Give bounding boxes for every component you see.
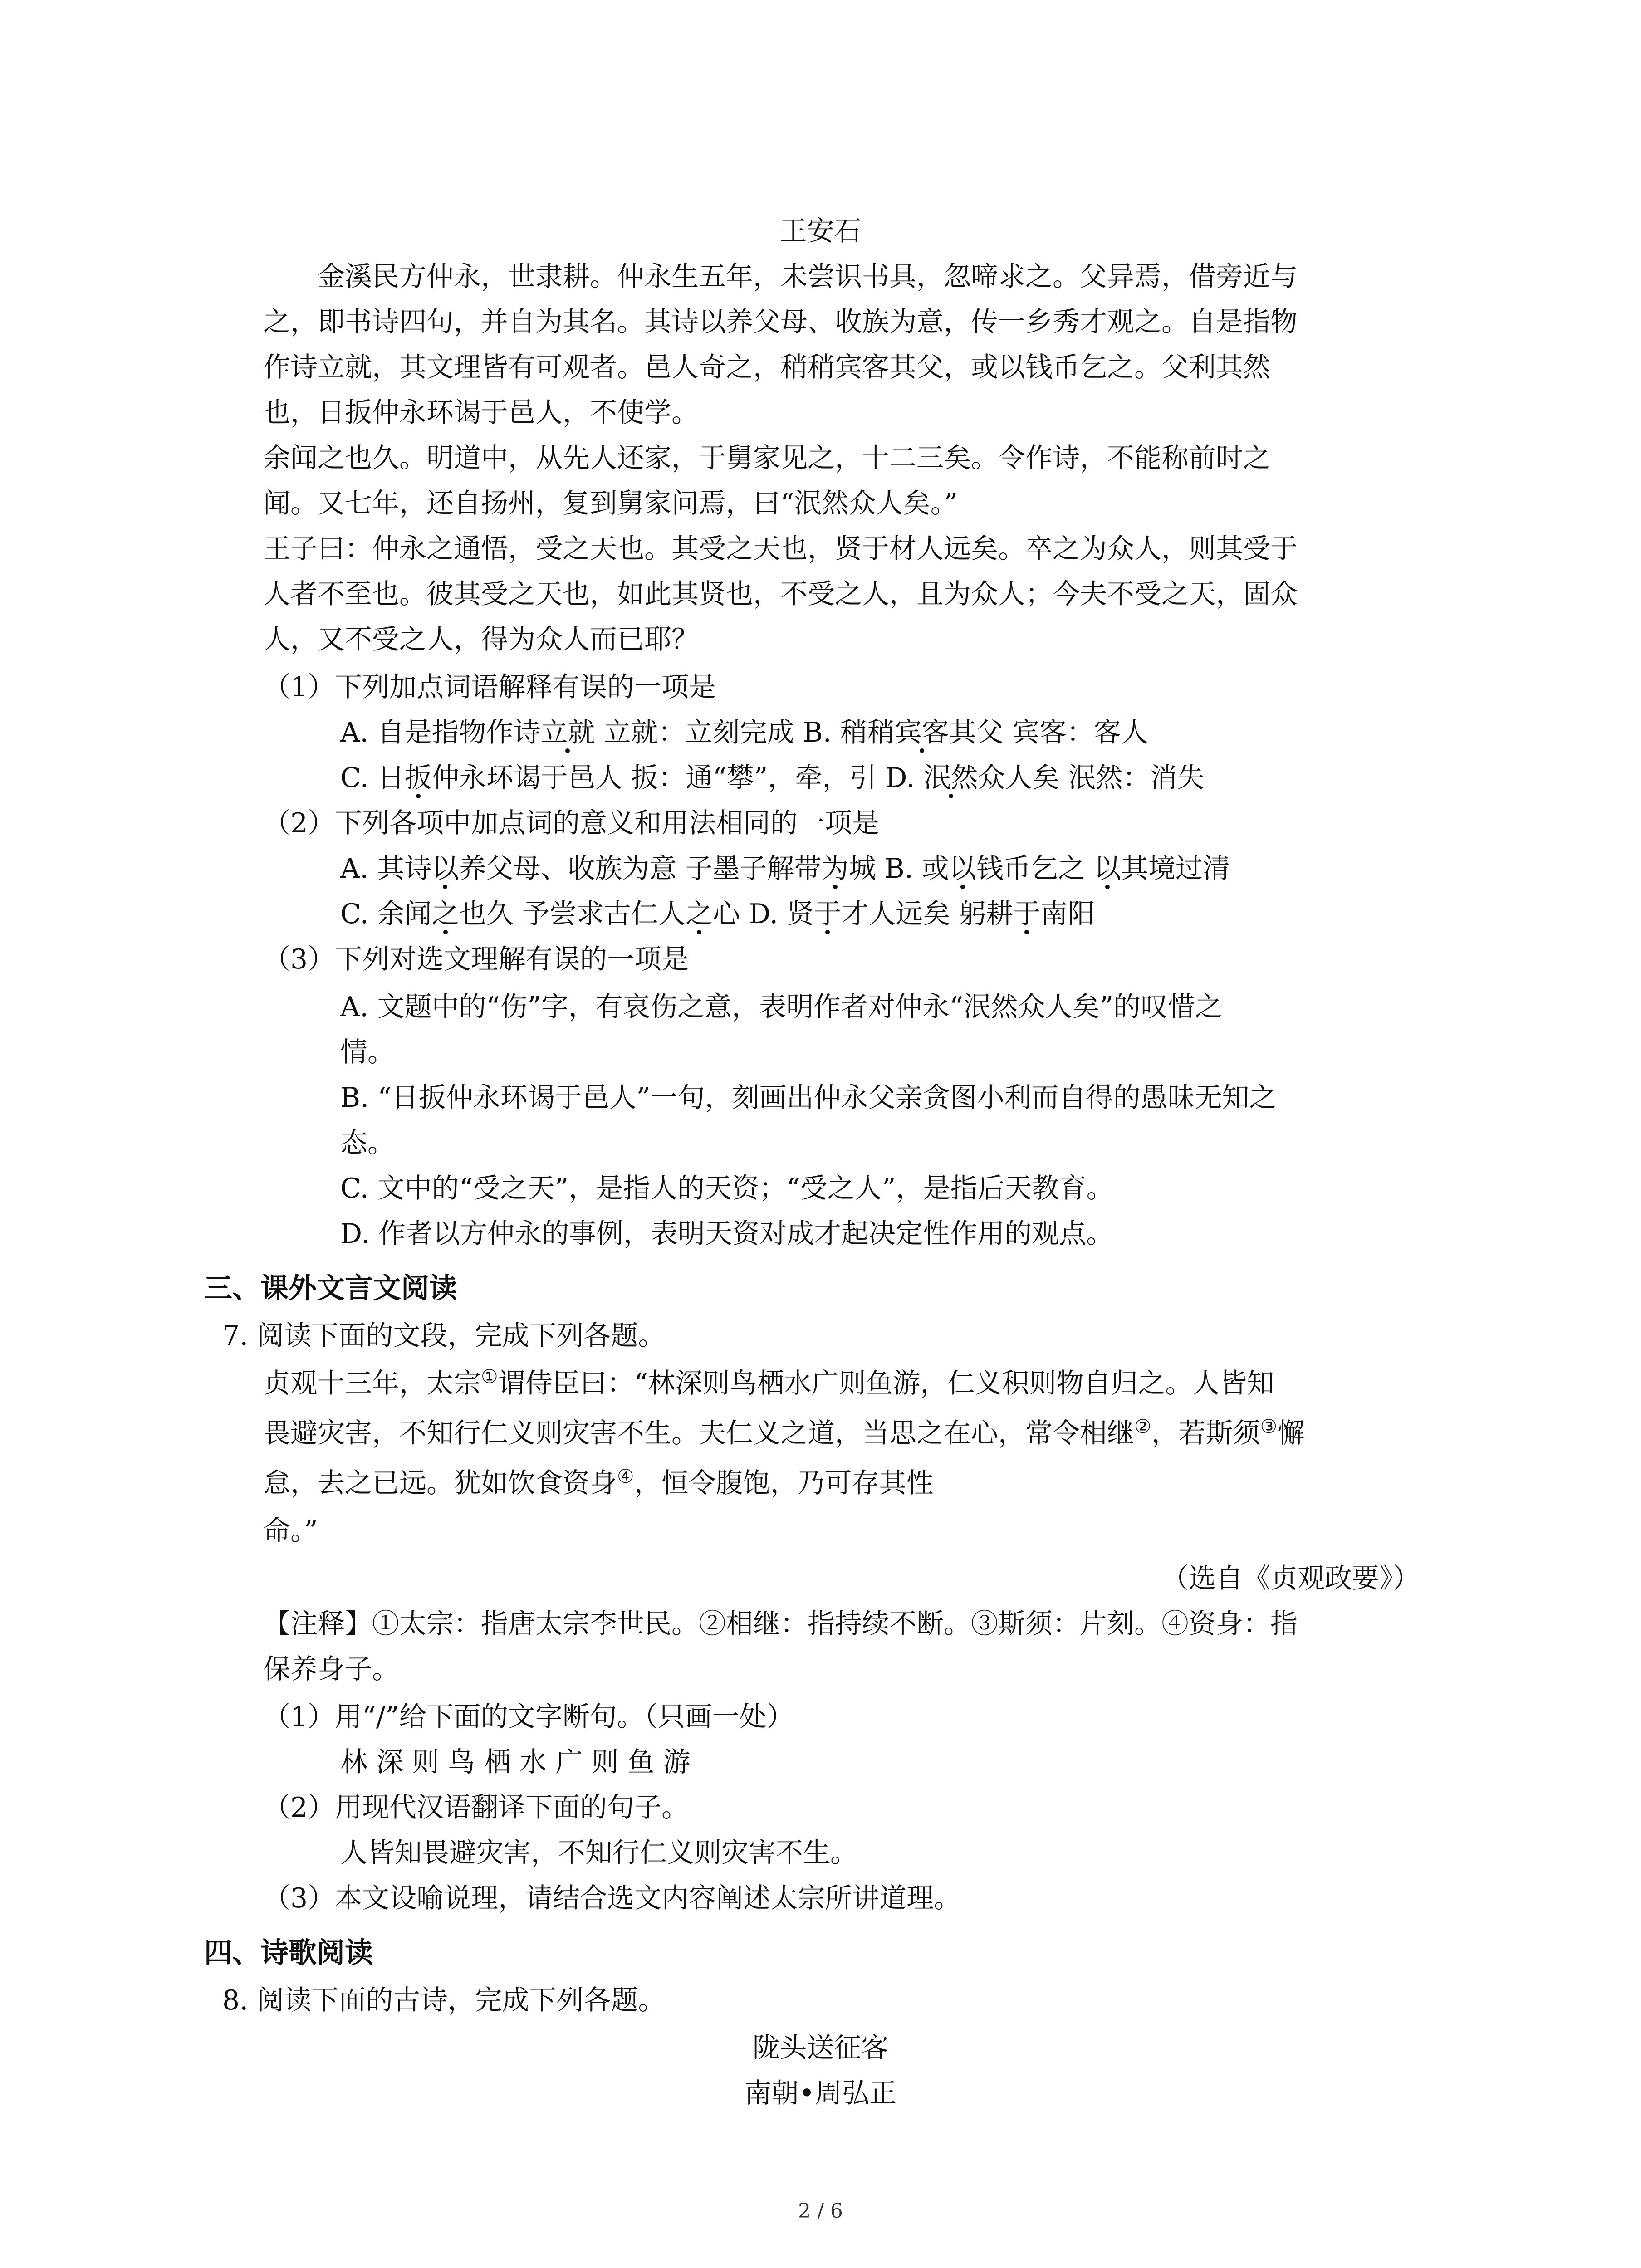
question-stem: （1）下列加点词语解释有误的一项是 [263, 671, 716, 703]
dotted-word: 扳 [404, 762, 432, 794]
passage-line: 也，日扳仲永环谒于邑人，不使学。 [263, 397, 699, 429]
option-c-line: C. 文中的“受之天”，是指人的天资；“受之人”，是指后天教育。 [340, 1173, 1114, 1204]
dotted-word: 立就 [540, 717, 595, 748]
passage-line: 人，又不受之人，得为众人而已耶？ [263, 624, 699, 655]
sub-question-text: 人皆知畏避灾害，不知行仁义则灾害不生。 [340, 1837, 857, 1869]
option-b-line: B. “日扳仲永环谒于邑人”一句，刻画出仲永父亲贪图小利而自得的愚昧无知之 [340, 1082, 1277, 1114]
passage-line: 命。” [263, 1515, 318, 1547]
passage-line: 人者不至也。彼其受之天也，如此其贤也，不受之人，且为众人；今夫不受之天，固众 [263, 578, 1298, 610]
option-a-line: 情。 [340, 1036, 395, 1068]
page-number: 2 / 6 [798, 2200, 843, 2223]
dotted-word: 泯然 [923, 762, 978, 794]
sub-question: （1）用“/”给下面的文字断句。（只画一处） [263, 1701, 794, 1733]
question-stem: （3）下列对选文理解有误的一项是 [263, 943, 689, 975]
passage-author: 王安石 [779, 215, 862, 247]
dotted-word: 以 [949, 853, 976, 885]
option-label-b: B. [803, 717, 840, 748]
question-stem: （2）下列各项中加点词的意义和用法相同的一项是 [263, 807, 880, 839]
dotted-word: 以 [431, 853, 459, 885]
passage-line: 闻。又七年，还自扬州，复到舅家问焉，曰“泯然众人矣。” [263, 488, 958, 519]
option-label-c: C. [340, 898, 377, 930]
passage-line: 贞观十三年，太宗①谓侍臣曰：“林深则鸟栖水广则鱼游，仁义积则物自归之。人皆知 [263, 1365, 1274, 1399]
option-label-a: A. [340, 853, 377, 885]
passage-line: 怠，去之已远。犹如饮食资身④，恒令腹饱，乃可存其性 [263, 1465, 934, 1499]
annotation-line: 【注释】①太宗：指唐太宗李世民。②相继：指持续不断。③斯须：片刻。④资身：指 [263, 1608, 1298, 1640]
option-label-a: A. [340, 717, 377, 748]
option-label-b: B. [884, 853, 922, 885]
option-label-c: C. [340, 762, 377, 794]
option-b-line: 态。 [340, 1127, 395, 1159]
poem-author: 南朝•周弘正 [744, 2077, 897, 2109]
sub-question: （3）本文设喻说理，请结合选文内容阐述太宗所讲道理。 [263, 1882, 961, 1914]
note-marker: ③ [1260, 1415, 1278, 1437]
passage-line: 之，即书诗四句，并自为其名。其诗以养父母、收族为意，传一乡秀才观之。自是指物 [263, 306, 1298, 338]
question-intro: 8. 阅读下面的古诗，完成下列各题。 [222, 1984, 666, 2016]
option-label-d: D. [885, 762, 924, 794]
passage-line: 余闻之也久。明道中，从先人还家，于舅家见之，十二三矣。令作诗，不能称前时之 [263, 442, 1270, 474]
note-marker: ① [481, 1365, 498, 1388]
dotted-word: 之 [431, 898, 459, 930]
dotted-word: 于 [1013, 898, 1041, 930]
dotted-word: 宾客 [894, 717, 949, 748]
note-marker: ② [1134, 1415, 1151, 1437]
passage-line: 王子曰：仲永之通悟，受之天也。其受之天也，贤于材人远矣。卒之为众人，则其受于 [263, 533, 1298, 565]
poem-title: 陇头送征客 [752, 2032, 889, 2064]
dotted-word: 于 [814, 898, 842, 930]
sub-question-text: 林 深 则 鸟 栖 水 广 则 鱼 游 [340, 1746, 691, 1778]
dotted-word: 为 [821, 853, 849, 885]
passage-line: 畏避灾害，不知行仁义则灾害不生。夫仁义之道，当思之在心，常令相继②，若斯须③懈 [263, 1415, 1305, 1449]
question-options-row: A. 其诗以养父母、收族为意 子墨子解带为城 B. 或以钱币乞之 以其境过清 [340, 853, 1230, 885]
option-label-d: D. [749, 898, 787, 930]
passage-line: 金溪民方仲永，世隶耕。仲永生五年，未尝识书具，忽啼求之。父异焉，借旁近与 [318, 261, 1298, 293]
question-intro: 7. 阅读下面的文段，完成下列各题。 [222, 1320, 666, 1352]
section-heading: 三、课外文言文阅读 [204, 1271, 458, 1305]
question-options-row: C. 余闻之也久 予尝求古仁人之心 D. 贤于才人远矣 躬耕于南阳 [340, 898, 1095, 930]
option-d-line: D. 作者以方仲永的事例，表明天资对成才起决定性作用的观点。 [340, 1218, 1114, 1250]
note-marker: ④ [617, 1465, 634, 1487]
option-a-line: A. 文题中的“伤”字，有哀伤之意，表明作者对仲永“泯然众人矣”的叹惜之 [340, 991, 1223, 1023]
question-options-row: A. 自是指物作诗立就 立就：立刻完成 B. 稍稍宾客其父 宾客：客人 [340, 717, 1148, 748]
passage-line: 作诗立就，其文理皆有可观者。邑人奇之，稍稍宾客其父，或以钱币乞之。父利其然 [263, 352, 1270, 383]
annotation-line: 保养身子。 [263, 1653, 399, 1685]
dotted-word: 之 [686, 898, 713, 930]
section-heading: 四、诗歌阅读 [204, 1936, 373, 1969]
question-options-row: C. 日扳仲永环谒于邑人 扳：通“攀”，牵，引 D. 泯然众人矣 泯然：消失 [340, 762, 1205, 794]
dotted-word: 以 [1093, 853, 1121, 885]
source-citation: （选自《贞观政要》） [1161, 1563, 1420, 1594]
sub-question: （2）用现代汉语翻译下面的句子。 [263, 1792, 689, 1823]
